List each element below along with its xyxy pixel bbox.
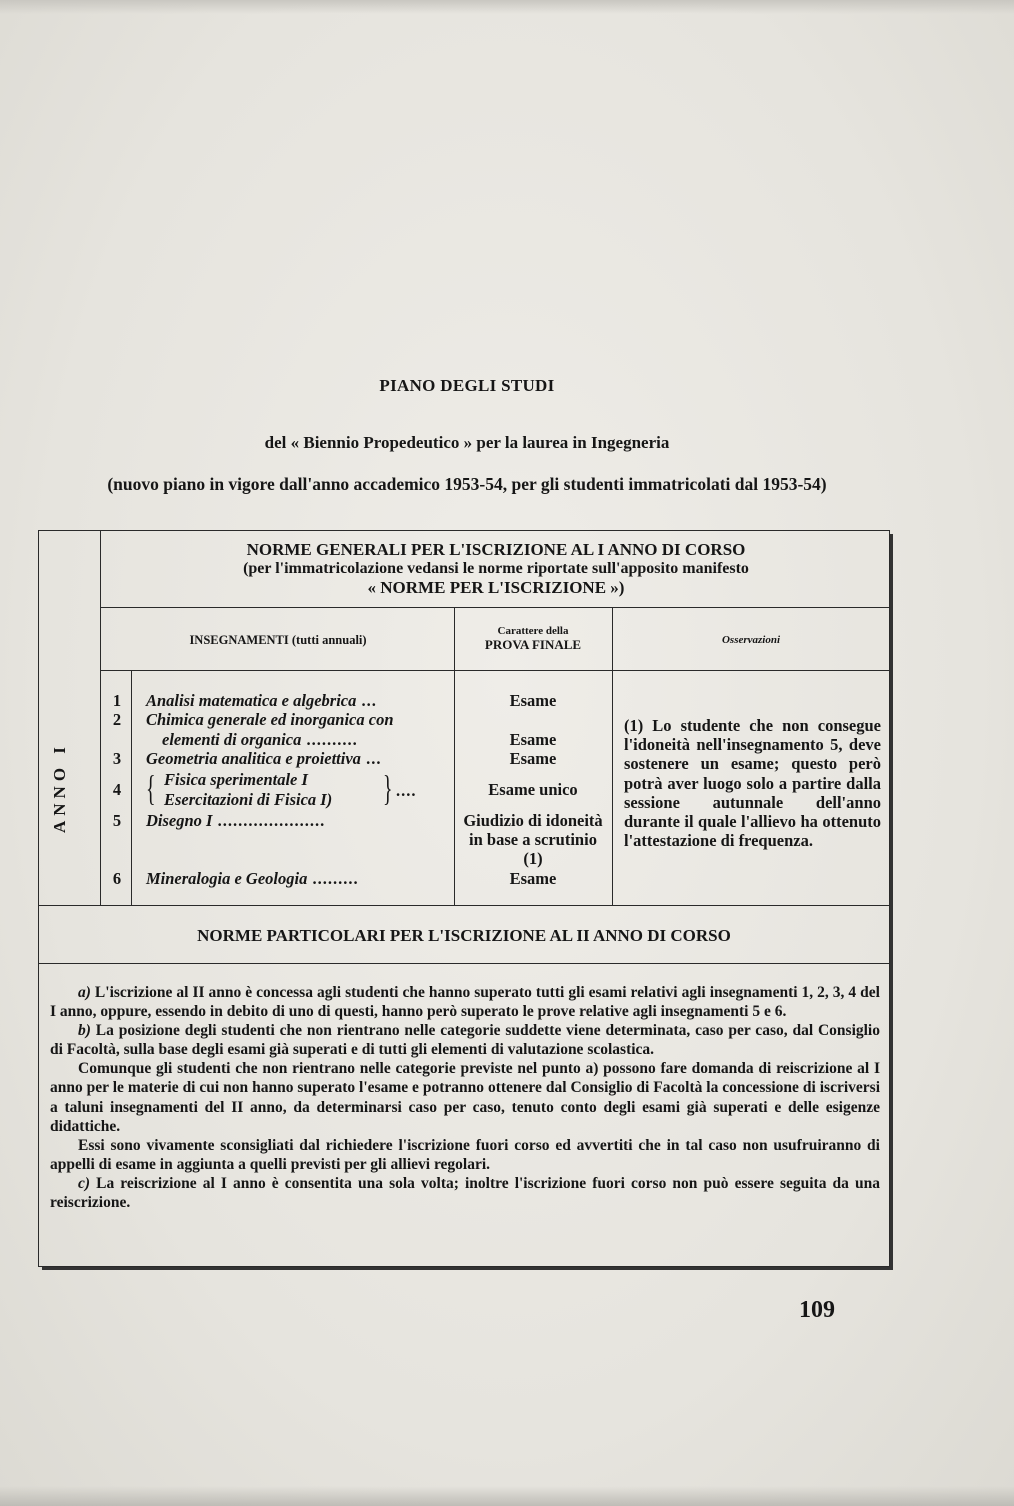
subject-dots-row4 [396,781,446,800]
section1-subtitle-line1: (per l'immatricolazione vedansi le norme riportate sull'apposito manifesto [243,560,749,577]
paragraph-text: La posizione degli studenti che non rientrano nelle categorie suddette viene determinata, caso per caso, dal Consiglio di Facoltà, sulla base degli esami già superati e di tutti gli elementi di valutazione scolastica. [50,1022,880,1059]
paragraph-text: Comunque gli studenti che non rientrano nelle categorie previste nel punto a) possono fare domanda di reiscrizione al I anno per le materie di cui non hanno superato l'esame e potranno ottenere dal Consiglio di Facoltà la concessione di iscriversi a taluni insegnamenti del II anno, da determinarsi caso per caso, tenuto conto degli esami già superati e delle esigenze didattiche. [50,1060,880,1135]
page-title: PIANO DEGLI STUDI [379,376,555,395]
subject-name-cont [162,730,462,749]
year-label: ANNO I [50,742,69,834]
row-number: 5 [112,811,122,830]
subject-dots: ......... [307,869,359,888]
subject-text: Geometria analitica e proiettiva [146,749,361,768]
subject-dots: ... [360,749,382,768]
paragraph [50,1136,880,1174]
prova-value: Esame [509,749,557,768]
prova-value: Esame [509,730,557,749]
paragraph [50,1021,880,1059]
column-header-insegnamenti: INSEGNAMENTI (tutti annuali) [189,633,367,647]
paragraph-label: a) [78,984,91,1001]
subject-name [146,691,446,710]
column-header-divider [100,670,890,671]
subject-name [146,749,446,768]
osservazioni-note: (1) Lo studente che non consegue l'idoneità nell'insegnamento 5, deve sostenere un esame; questo però potrà aver luogo solo a partire dalla sessione autunnale dell'anno durante il quale l'allievo ha ottenuto l'attestazione di frequenza. [624,716,881,851]
year-column-divider [100,530,101,906]
section2-title-divider [38,963,890,964]
page-subtitle: del « Biennio Propedeutico » per la laurea in Ingegneria [264,433,670,452]
subject-text: Analisi matematica e algebrica [146,691,357,710]
subject-name-cont: Esercitazioni di Fisica I) [164,790,333,809]
column-header-prova-line2: PROVA FINALE [484,637,582,652]
page-note: (nuovo piano in vigore dall'anno accademico 1953-54, per gli studenti immatricolati dal 1953-54) [107,474,827,494]
subject-dots: ... [356,691,377,710]
subject-name: Fisica sperimentale I [164,770,308,789]
section1-subtitle-line2: « NORME PER L'ISCRIZIONE ») [367,578,625,597]
section2-title: NORME PARTICOLARI PER L'ISCRIZIONE AL II ANNO DI CORSO [197,926,731,945]
subject-text: elementi di organica [162,730,302,749]
right-brace-icon: } [383,768,393,808]
paragraph [50,983,880,1021]
paragraph [50,1174,880,1212]
section1-heading [102,540,890,597]
row-number: 1 [112,691,122,710]
number-column-divider [131,670,132,906]
osservazioni-column-divider [612,607,613,906]
paragraph-label: c) [78,1174,91,1192]
prova-value: Giudizio di idoneità in base a scrutinio (1) [463,811,603,868]
header-divider [100,607,890,608]
paragraph-text: La reiscrizione al I anno è consentita una sola volta; inoltre l'iscrizione fuori corso non può essere seguita da una reiscrizione. [50,1174,880,1212]
page-number: 109 [799,1297,835,1323]
prova-value: Esame [509,869,557,888]
subject-dots: .......... [301,730,358,749]
scan-edge-bottom [0,1486,1014,1506]
paragraph-text: L'iscrizione al II anno è concessa agli studenti che hanno superato tutti gli esami relativi agli insegnamenti 1, 2, 3, 4 del I anno, oppure, essendo in debito di uno di questi, hanno però superato le prove relative agli insegnamenti 5 e 6. [50,984,880,1021]
row-number: 2 [112,710,122,729]
row-number: 6 [112,869,122,888]
column-header-prova-line1: Carattere della [497,625,569,637]
subject-name: Chimica generale ed inorganica con [146,710,394,729]
subject-text: Mineralogia e Geologia [146,869,308,888]
row-number: 3 [112,749,122,768]
subject-text: Disegno I [146,811,213,830]
section2-body [50,983,880,1212]
subject-dots: .... [396,781,417,800]
prova-column-divider [454,607,455,906]
left-brace-icon: { [146,768,156,808]
paragraph-label: b) [78,1022,91,1040]
row-number: 4 [112,780,122,799]
section-divider [38,905,890,906]
scan-edge-top [0,0,1014,14]
prova-value: Esame unico [488,780,578,799]
section1-title: NORME GENERALI PER L'ISCRIZIONE AL I ANNO DI CORSO [246,540,746,559]
subject-dots: ..................... [212,811,326,830]
paragraph-text: Essi sono vivamente sconsigliati dal richiedere l'iscrizione fuori corso ed avvertiti che in tal caso non usufruiranno di appelli di esame in aggiunta a quelli previsti per gli allievi regolari. [50,1136,880,1173]
column-header-prova [454,625,612,651]
prova-value: Esame [509,691,557,710]
paragraph [50,1059,880,1135]
subject-name [146,811,446,830]
column-header-osservazioni: Osservazioni [721,634,781,646]
subject-name [146,869,446,888]
